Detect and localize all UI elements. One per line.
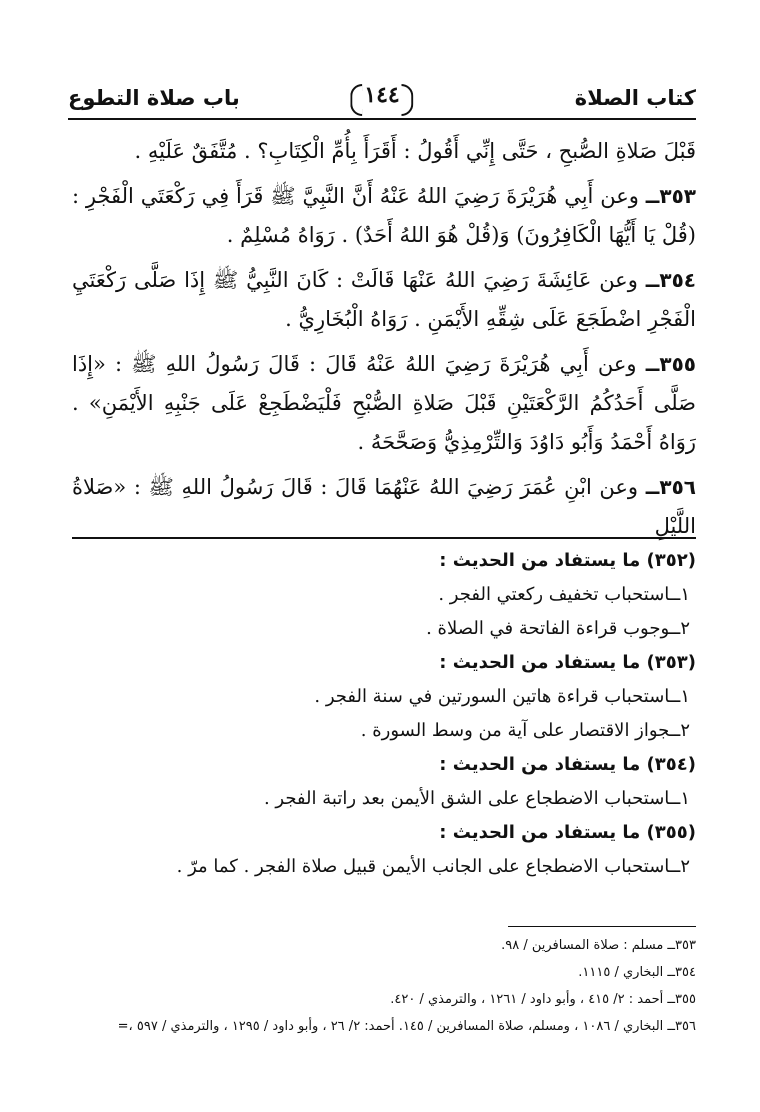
- hadith-paragraph: [72, 177, 696, 255]
- hadith-number: ٣٥٦ــ: [645, 475, 696, 499]
- lesson-heading: (٣٥٣) ما يستفاد من الحديث :: [439, 652, 696, 673]
- lesson-heading: (٣٥٢) ما يستفاد من الحديث :: [439, 550, 696, 571]
- lesson-heading: (٣٥٤) ما يستفاد من الحديث :: [439, 754, 696, 775]
- chapter-title: باب صلاة التطوع: [68, 86, 240, 110]
- hadith-paragraph: [72, 132, 696, 171]
- hadith-text: [72, 132, 696, 552]
- header-rule: [68, 118, 696, 120]
- hadith-number: ٣٥٣ــ: [645, 184, 696, 208]
- lesson-item: ٢ــوجوب قراءة الفاتحة في الصلاة .: [426, 618, 690, 639]
- footnote-rule: [508, 926, 696, 927]
- footnote: ٣٥٦ــ البخاري / ١٠٨٦ ، ومسلم، صلاة المسافرين / ١٤٥. أحمد: ٢/ ٢٦ ، وأبو داود / ١٢٩٥ ، والترمذي / ٥٩٧ ،=: [117, 1019, 696, 1034]
- lesson-item: ٢ــاستحباب الاضطجاع على الجانب الأيمن قبيل صلاة الفجر . كما مرّ .: [176, 856, 690, 877]
- lesson-item: ١ــاستحباب تخفيف ركعتي الفجر .: [438, 584, 690, 605]
- footnotes: [66, 932, 696, 1040]
- lesson-item: ١ــاستحباب قراءة هاتين السورتين في سنة الفجر .: [314, 686, 690, 707]
- footnote: ٣٥٣ــ مسلم : صلاة المسافرين / ٩٨.: [501, 938, 696, 953]
- section-divider: [72, 537, 696, 539]
- lessons-section: [72, 544, 696, 884]
- paragraph-text: قَبْلَ صَلاةِ الصُّبحِ ، حَتَّى إِنِّي أَقُولُ : أَقَرَأَ بِأُمِّ الْكِتَابِ؟ . مُتَّفَقٌ عَلَيْهِ .: [134, 139, 696, 163]
- paragraph-text: وعن أَبِي هُرَيْرَةَ رَضِيَ اللهُ عَنْهُ قَالَ : قَالَ رَسُولُ اللهِ ﷺ : «إِذَا صَلَّى أَحَدُكُمُ الرَّكْعَتَيْنِ قَبْلَ صَلاةِ الصُّبْحِ فَلْيَضْطَجِعْ عَلَى جَنْبِهِ الأَيْمَنِ» . رَوَاهُ أَحْمَدُ وَأَبُو دَاوُدَ وَالتِّرْمِذِيُّ وَصَحَّحَهُ .: [72, 352, 696, 454]
- paragraph-text: وعن ابْنِ عُمَرَ رَضِيَ اللهُ عَنْهُمَا قَالَ : قَالَ رَسُولُ اللهِ ﷺ : «صَلاةُ اللَّيْلِ: [72, 475, 696, 538]
- paragraph-text: وعن عَائِشَةَ رَضِيَ اللهُ عَنْهَا قَالَتْ : كَانَ النَّبِيُّ ﷺ إِذَا صَلَّى رَكْعَتَيِ الْفَجْرِ اضْطَجَعَ عَلَى شِقِّهِ الأَيْمَنِ . رَوَاهُ الْبُخَارِيُّ .: [72, 268, 696, 331]
- page-number: ١٤٤: [350, 82, 413, 108]
- footnote: ٣٥٤ــ البخاري / ١١١٥.: [578, 965, 696, 980]
- hadith-number: ٣٥٤ــ: [645, 268, 696, 292]
- paragraph-text: وعن أَبِي هُرَيْرَةَ رَضِيَ اللهُ عَنْهُ أَنَّ النَّبِيَّ ﷺ قَرَأَ فِي رَكْعَتَي الْفَجْرِ : (قُلْ يَا أَيُّهَا الْكَافِرُونَ) وَ(قُلْ هُوَ اللهُ أَحَدٌ) . رَوَاهُ مُسْلِمٌ .: [72, 184, 696, 247]
- hadith-number: ٣٥٥ــ: [645, 352, 696, 376]
- hadith-paragraph: [72, 261, 696, 339]
- hadith-paragraph: [72, 345, 696, 462]
- page-header: [68, 82, 696, 118]
- book-title: كتاب الصلاة: [574, 86, 696, 110]
- hadith-paragraph: [72, 468, 696, 546]
- footnote: ٣٥٥ــ أحمد : ٢/ ٤١٥ ، وأبو داود / ١٢٦١ ، والترمذي / ٤٢٠.: [390, 992, 696, 1007]
- lesson-item: ٢ــجواز الاقتصار على آية من وسط السورة .: [360, 720, 690, 741]
- lesson-item: ١ــاستحباب الاضطجاع على الشق الأيمن بعد راتبة الفجر .: [263, 788, 690, 809]
- lesson-heading: (٣٥٥) ما يستفاد من الحديث :: [439, 822, 696, 843]
